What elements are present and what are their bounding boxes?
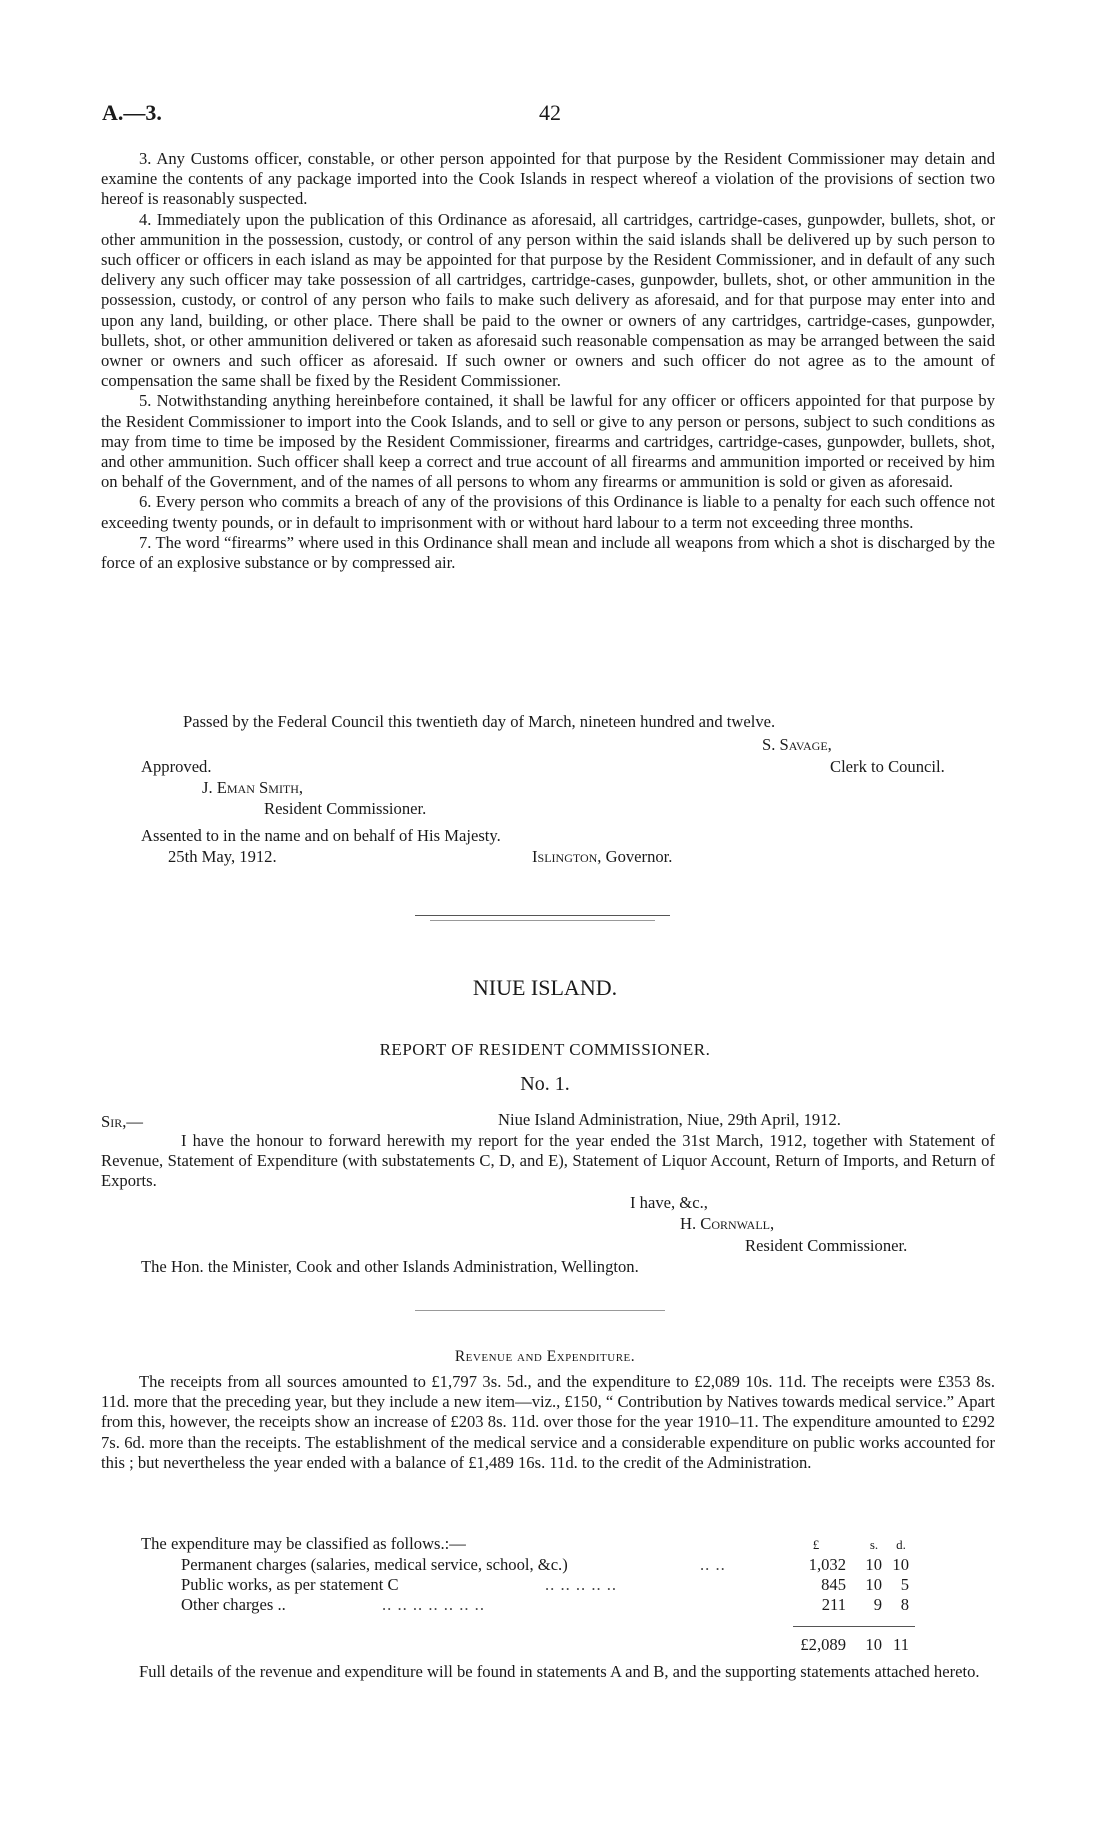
letter-address: Niue Island Administration, Niue, 29th April, 1912.: [498, 1110, 841, 1129]
row-shillings: 10: [865, 1555, 882, 1574]
page-number: 42: [539, 100, 561, 125]
signer-title: Resident Commissioner.: [745, 1236, 908, 1255]
section-divider: [415, 915, 670, 916]
col-pounds-header: £: [812, 1537, 820, 1552]
total-pounds: £2,089: [800, 1635, 846, 1654]
total-pence: 11: [893, 1635, 909, 1654]
table-row: [181, 1595, 286, 1615]
row-shillings: 9: [873, 1595, 882, 1614]
governor-name: Islington,: [532, 847, 602, 866]
col-shillings-header: s.: [869, 1537, 879, 1552]
clerk-title: Clerk to Council.: [830, 757, 945, 776]
salutation: Sir,—: [101, 1112, 143, 1131]
clause-7: 7. The word “firearms” where used in this Ordinance shall mean and include all weapons from which a shot is discharged by the force of an explosive substance or by compressed air.: [101, 532, 995, 573]
assent-date: 25th May, 1912.: [168, 847, 277, 866]
section-divider-thin: [430, 920, 655, 921]
letter-body-block: [101, 1131, 995, 1192]
row-leader: .. ..: [700, 1555, 726, 1574]
report-number: No. 1.: [520, 1073, 570, 1095]
clause-3: 3. Any Customs officer, constable, or other person appointed for that purpose by the Resident Commissioner may detain and examine the contents of any package imported into the Cook Islands in respect whereof a violation of the provisions of section two hereof is reasonably suspected.: [101, 149, 995, 209]
row-pounds: 1,032: [808, 1555, 846, 1574]
letter-closing: I have, &c.,: [630, 1193, 708, 1212]
row-label: Public works, as per statement C: [181, 1575, 399, 1594]
row-label: Permanent charges (salaries, medical service, school, &c.): [181, 1555, 568, 1574]
table-row: [181, 1575, 399, 1595]
table-intro: The expenditure may be classified as follows.:—: [141, 1534, 466, 1553]
ordinance-clauses: [101, 149, 995, 573]
row-pence: 5: [900, 1575, 909, 1594]
clause-6: 6. Every person who commits a breach of any of the provisions of this Ordinance is liable to a penalty for each such offence not exceeding twenty pounds, or in default to imprisonment with or without hard labour to a term not exceeding three months.: [101, 492, 995, 532]
table-row: [181, 1555, 568, 1575]
governor-signature: [532, 847, 672, 867]
passed-statement: Passed by the Federal Council this twentieth day of March, nineteen hundred and twelve.: [183, 712, 776, 731]
assent-statement: Assented to in the name and on behalf of His Majesty.: [141, 826, 501, 845]
commissioner-title: Resident Commissioner.: [264, 799, 427, 818]
report-subtitle: REPORT OF RESIDENT COMMISSIONER.: [379, 1040, 711, 1059]
commissioner-name: J. Eman Smith,: [202, 778, 304, 797]
revenue-summary: [101, 1372, 995, 1473]
row-leader: .. .. .. .. .. .. ..: [382, 1595, 485, 1614]
row-label: Other charges ..: [181, 1595, 286, 1614]
col-pence-header: d.: [896, 1537, 906, 1552]
row-pence: 10: [892, 1555, 909, 1574]
row-leader: .. .. .. .. ..: [545, 1575, 618, 1594]
row-shillings: 10: [865, 1575, 882, 1594]
revenue-paragraph: The receipts from all sources amounted to £1,797 3s. 5d., and the expenditure to £2,089 10s. 11d. The receipts were £353 8s. 11d. more that the preceding year, but they include a new item—viz., £150, “ Contribution by Natives towards medical service.” Apart from this, however, the receipts show an increase of £203 8s. 11d. over those for the year 1910–11. The expenditure amounted to £292 7s. 6d. more than the receipts. The establishment of the medical service and a considerable expenditure on public works accounted for this ; but nevertheless the year ended with a balance of £1,489 16s. 11d. to the credit of the Administration.: [101, 1372, 995, 1472]
row-pounds: 211: [821, 1595, 846, 1614]
approved-label: Approved.: [141, 757, 212, 776]
clerk-name: S. Savage,: [762, 735, 832, 754]
total-rule: [793, 1626, 915, 1627]
row-pounds: 845: [821, 1575, 846, 1594]
total-shillings: 10: [865, 1635, 882, 1654]
series-label: A.—3.: [102, 100, 162, 125]
clause-4: 4. Immediately upon the publication of this Ordinance as aforesaid, all cartridges, cartridge-cases, gunpowder, bullets, shot, or other ammunition in the possession, custody, or control of any person within the said islands shall be delivered up by such person to such officer or officers in each island as may be appointed for that purpose by the Resident Commissioner, and in default of any such delivery any such officer may take possession of all cartridges, cartridge-cases, gunpowder, bullets, shot, or other ammunition in the possession, custody, or control of any person who fails to make such delivery as aforesaid, and for that purpose may enter into and upon any land, building, or other place. There shall be paid to the owner or owners of any cartridges, cartridge-cases, gunpowder, bullets, shot, or other ammunition delivered or taken as aforesaid such reasonable compensation as may be arranged between the said owner or owners and such officer as aforesaid. If such owner or owners and such officer do not agree as to the amount of compensation the same shall be fixed by the Resident Commissioner.: [101, 209, 995, 391]
revenue-heading: Revenue and Expenditure.: [454, 1348, 636, 1365]
letter-body: I have the honour to forward herewith my report for the year ended the 31st March, 1912, together with Statement of Revenue, Statement of Expenditure (with substatements C, D, and E), Statement of Liquor Account, Return of Imports, and Return of Exports.: [101, 1131, 995, 1191]
revenue-closing: [101, 1662, 995, 1682]
closing-paragraph: Full details of the revenue and expenditure will be found in statements A and B, and the supporting statements attached hereto.: [139, 1662, 980, 1681]
row-pence: 8: [900, 1595, 909, 1614]
letter-addressee: The Hon. the Minister, Cook and other Islands Administration, Wellington.: [141, 1257, 639, 1276]
niue-title: NIUE ISLAND.: [472, 975, 618, 1000]
clause-5: 5. Notwithstanding anything hereinbefore contained, it shall be lawful for any officer or officers appointed for that purpose by the Resident Commissioner to import into the Cook Islands, and to sell or give to any person or persons, subject to such conditions as may from time to time be imposed by the Resident Commissioner, firearms and cartridges, cartridge-cases, gunpowder, bullets, shot, and other ammunition. Such officer shall keep a correct and true account of all firearms and ammunition imported or received by him on behalf of the Government, and of the names of all persons to whom any firearms or ammunition is sold or given as aforesaid.: [101, 391, 995, 492]
governor-title: Governor.: [605, 847, 673, 866]
letter-divider: [415, 1310, 665, 1311]
signer-name: H. Cornwall,: [680, 1214, 775, 1233]
